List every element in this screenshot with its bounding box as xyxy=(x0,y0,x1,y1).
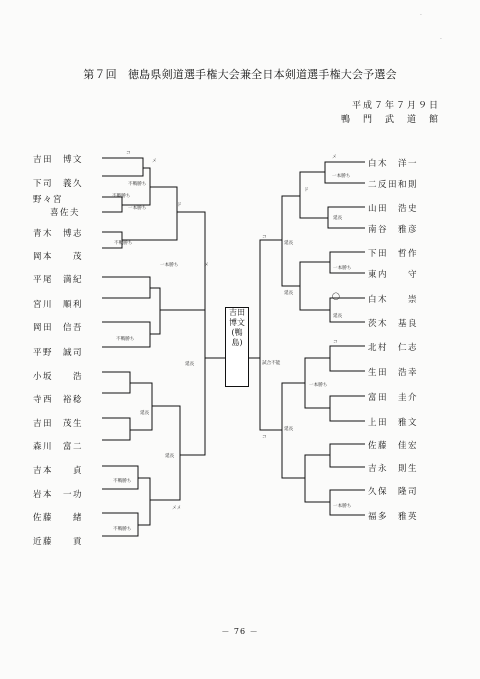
bracket-line xyxy=(102,418,130,440)
player-name: 青木 博志 xyxy=(33,229,84,239)
match-note: メ xyxy=(332,155,337,160)
match-note: 一本勝ち xyxy=(160,263,179,268)
player-name: 野々宮 xyxy=(33,195,64,205)
match-note: 不戦勝ち xyxy=(113,479,132,484)
player-name: 生田 浩幸 xyxy=(368,368,419,378)
bracket-line xyxy=(330,396,365,421)
player-name: 福多 雅英 xyxy=(368,512,419,522)
player-name: 岡本 茂 xyxy=(33,252,84,262)
player-name: 富田 圭介 xyxy=(368,393,419,403)
player-name: 岡田 信吾 xyxy=(33,323,84,333)
match-note: ド xyxy=(177,203,182,208)
match-note: 一本勝ち xyxy=(332,174,351,179)
player-name: 下司 義久 xyxy=(33,179,84,189)
bracket-line xyxy=(330,346,365,371)
player-name: 東内 守 xyxy=(368,270,419,280)
player-name: 宮川 順利 xyxy=(33,300,84,310)
event-venue: 鴨 門 武 道 館 xyxy=(340,115,440,125)
match-note: 延長 xyxy=(140,411,150,416)
bracket-line xyxy=(305,455,330,502)
match-note: 延長 xyxy=(165,454,175,459)
champion-surname: 吉田 xyxy=(229,308,245,317)
bracket-line xyxy=(180,360,205,455)
bracket-line xyxy=(102,372,130,393)
player-name: 下田 哲作 xyxy=(368,249,419,259)
player-name: 上田 雅文 xyxy=(368,418,419,428)
match-note: 一本勝ち xyxy=(128,206,147,211)
match-note: ◯ xyxy=(332,292,340,300)
match-note: 延長 xyxy=(333,216,343,221)
match-note: 不戦勝ち xyxy=(113,527,132,532)
match-note: ド xyxy=(304,188,309,193)
player-name: 平尾 満紀 xyxy=(33,275,84,285)
player-name: 二反田和則 xyxy=(368,180,419,190)
player-name: 白木 洋一 xyxy=(368,159,419,169)
player-name: 吉本 貞 xyxy=(33,466,84,476)
bracket-line xyxy=(150,288,160,334)
match-note: コ xyxy=(262,435,267,440)
match-note: 一本勝ち xyxy=(309,383,328,388)
match-note: 試合不能 xyxy=(262,361,281,366)
player-name: 近藤 貢 xyxy=(33,537,84,547)
bracket-line xyxy=(138,478,150,525)
page-title: 第７回 徳島県剣道選手権大会兼全日本剣道選手権大会予選会 xyxy=(83,68,397,81)
player-name: 吉田 博文 xyxy=(33,155,84,165)
match-note: メ xyxy=(152,159,157,164)
match-note: 延長 xyxy=(284,427,294,432)
bracket-line xyxy=(330,444,365,467)
match-note: コ xyxy=(262,235,267,240)
match-note: メメ xyxy=(172,506,182,511)
bracket-line xyxy=(102,513,138,536)
bracket-line xyxy=(102,277,150,298)
player-name: 南谷 雅彦 xyxy=(368,225,419,235)
bracket-line xyxy=(300,262,330,310)
match-note: 延長 xyxy=(284,291,294,296)
player-name: 吉田 茂生 xyxy=(33,419,84,429)
match-note: 不戦勝ち xyxy=(128,182,147,187)
match-note: コ xyxy=(333,340,338,345)
event-date: 平成７年７月９日 xyxy=(351,101,440,111)
player-name: 白木 崇 xyxy=(368,295,419,305)
match-note: 一本勝ち xyxy=(333,266,352,271)
bracket-line xyxy=(160,212,205,310)
player-name: 吉永 則生 xyxy=(368,464,419,474)
player-name: 久保 隆司 xyxy=(368,487,419,497)
match-note: 延長 xyxy=(333,314,343,319)
bracket-line xyxy=(102,158,143,176)
match-note: 不戦勝ち xyxy=(114,241,133,246)
player-name: 茨木 基良 xyxy=(368,319,419,329)
player-name: 佐藤 佳宏 xyxy=(368,441,419,451)
bracket-line xyxy=(102,322,150,347)
player-name: 北村 仁志 xyxy=(368,343,419,353)
bracket-line xyxy=(300,172,328,218)
player-name: 森川 富二 xyxy=(33,442,84,452)
bracket-line xyxy=(130,383,152,430)
match-note: メ xyxy=(204,263,209,268)
player-name: 小坂 浩 xyxy=(33,372,84,382)
match-note: コ xyxy=(126,151,131,156)
champion-given: 博文 xyxy=(229,318,245,327)
page-number: － 76 － xyxy=(221,627,259,636)
scan-speck: · xyxy=(420,12,422,19)
bracket-line xyxy=(102,197,122,212)
match-note: 延長 xyxy=(284,241,294,246)
scan-speck: · xyxy=(440,36,442,43)
player-name: 岩本 一功 xyxy=(33,490,84,500)
match-note: 一本勝ち xyxy=(333,504,352,509)
match-note: 延長 xyxy=(185,362,195,367)
player-name: 寺西 裕稔 xyxy=(33,395,84,405)
player-name: 山田 浩史 xyxy=(368,204,419,214)
player-name: 平野 誠司 xyxy=(33,348,84,358)
match-note: 不戦勝ち xyxy=(112,194,131,199)
champion-box xyxy=(225,307,249,387)
bracket-line xyxy=(260,240,282,430)
champion-club: (鴨島) xyxy=(231,328,243,347)
player-name: 佐藤 緒 xyxy=(33,513,84,523)
match-note: 不戦勝ち xyxy=(116,337,135,342)
player-name: 喜佐夫 xyxy=(50,208,81,218)
